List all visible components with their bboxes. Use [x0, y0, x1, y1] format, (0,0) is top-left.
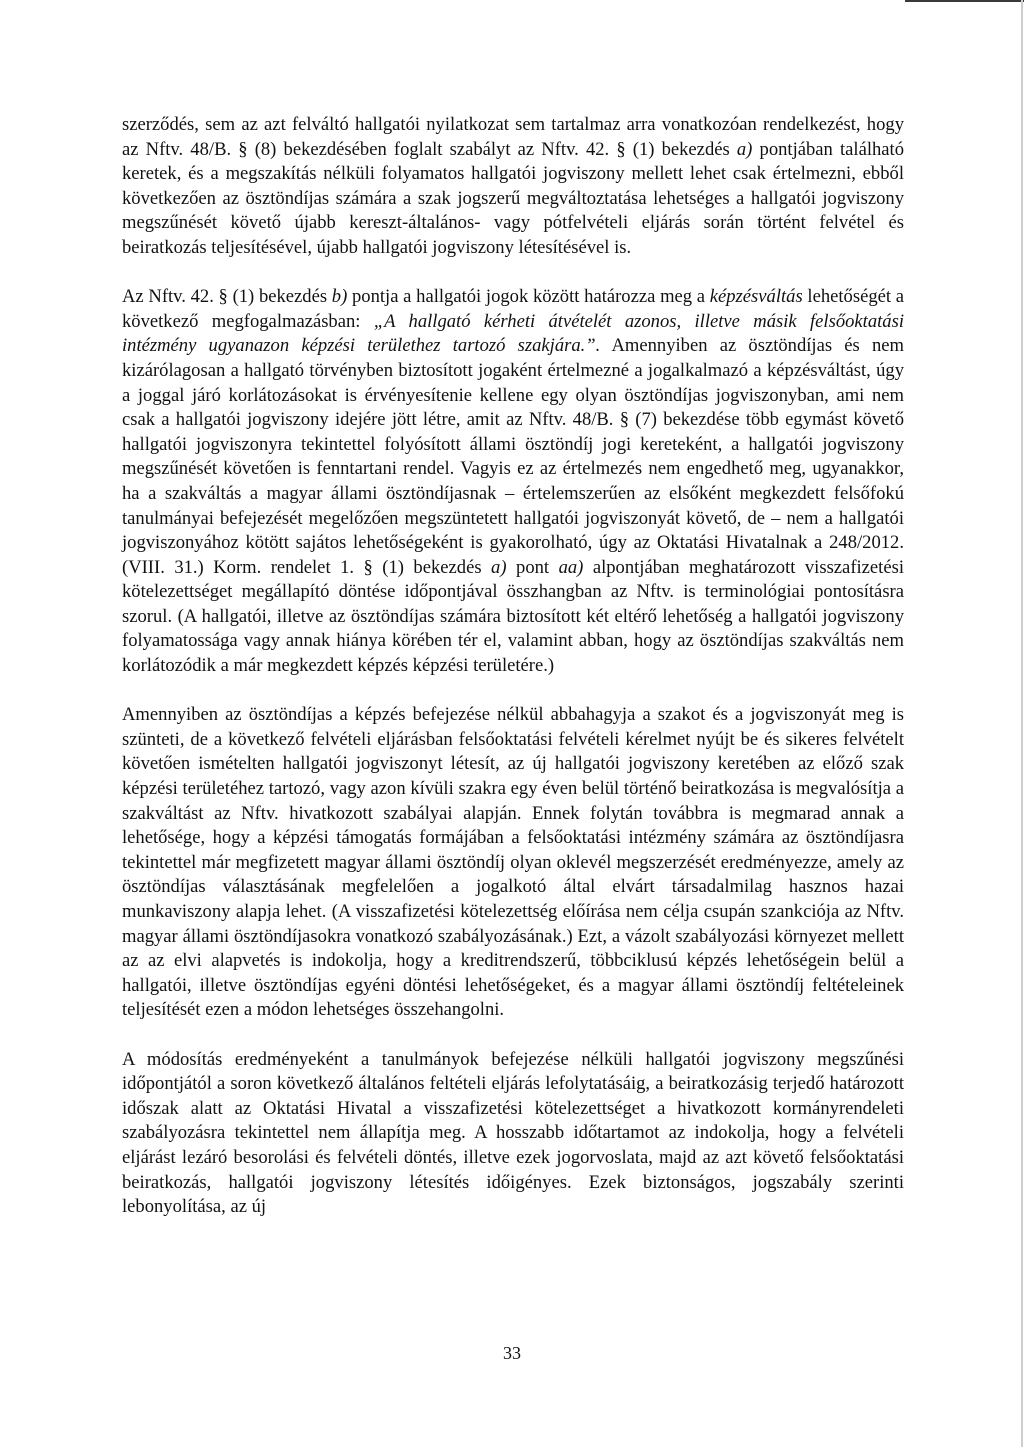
italic-text-run: a) — [491, 556, 507, 578]
scan-border-line — [1021, 0, 1023, 1447]
italic-text-run: aa) — [558, 556, 584, 578]
body-text — [122, 113, 904, 1244]
paragraph — [122, 113, 904, 261]
page-number: 33 — [503, 1343, 521, 1363]
text-run: A módosítás eredményeként a tanulmányok befejezése nélküli hallgatói jogviszony megszűnési időpontjától a soron következő általános feltételi eljárás lefolytatásáig, a beiratkozásig terjedő határozott időszak alatt az Oktatási Hivatal a visszafizetési kötelezettséget a hivatkozott kormányrendeleti szabályozásra tekintettel nem állapítja meg. A hosszabb időtartamot az indokolja, hogy a felvételi eljárást lezáró besorolási és felvételi döntés, illetve ezek jogorvoslata, majd az azt követő felsőoktatási beiratkozás, hallgatói jogviszony létesítés időigényes. Ezek biztonságos, jogszabály szerinti lebonyolítása, az új — [122, 1048, 904, 1218]
text-run: szerződés, sem az azt felváltó hallgatói nyilatkozat sem tartalmaz arra vonatkozóan rendelkezést, hogy az Nftv. 48/B. § (8) bekezdésében foglalt szabályt az Nftv. 42. § (1) bekezdés — [122, 114, 904, 160]
italic-text-run: képzésváltás — [709, 286, 803, 308]
text-run: lehetőségét a következő megfogalmazásban: — [122, 286, 905, 332]
text-run: pontja a hallgatói jogok között határozza meg a — [347, 286, 710, 308]
scan-edge-line — [905, 0, 1024, 2]
italic-text-run: „A hallgató kérheti átvételét azonos, illetve másik felsőoktatási intézmény ugyanazon képzési területhez tartozó szakjára.”. — [122, 310, 904, 357]
italic-text-run: b) — [331, 286, 348, 308]
paragraph — [122, 285, 904, 679]
paragraph — [122, 703, 904, 1023]
italic-text-run: a) — [736, 138, 753, 160]
text-run: Amennyiben az ösztöndíjas és nem kizárólagosan a hallgató törvényben biztosított jogaként értelmezné a jogalkalmazó a képzésváltást, úgy a joggal járó korlátozásokat is érvényesítenie kellene egy olyan ösztöndíjas jogviszonyban, ami nem csak a hallgatói jogviszony idejére jött létre, amit az Nftv. 48/B. § (7) bekezdése több egymást követő hallgatói jogviszonyra tekintettel folyósított állami ösztöndíj jogi kereteként, a hallgatói jogviszony megszűnését követően is fenntartani rendel. Vagyis ez az értelmezés nem engedhető meg, ugyanakkor, ha a szakváltás a magyar állami ösztöndíjasnak – értelemszerűen az elsőként megkezdett felsőfokú tanulmányai befejezését megelőzően megszüntetett hallgatói jogviszonyát követő, de – nem a hallgatói jogviszonyához kötött sajátos lehetőségeként is gyakorolható, úgy az Oktatási Hivatalnak a 248/2012. (VIII. 31.) Korm. rendelet 1. § (1) bekezdés — [122, 335, 904, 578]
paragraph — [122, 1048, 904, 1220]
text-run: pontjában található keretek, és a megszakítás nélküli folyamatos hallgatói jogviszony mellett lehet csak értelmezni, ebből következően az ösztöndíjas számára a szak jogszerű megváltoztatása lehetséges a hallgatói jogviszony megszűnését követő újabb kereszt-általános- vagy pótfelvételi eljárás során történt felvétel és beiratkozás teljesítésével, újabb hallgatói jogviszony létesítésével is. — [122, 138, 904, 258]
text-run: Amennyiben az ösztöndíjas a képzés befejezése nélkül abbahagyja a szakot és a jogviszonyát meg is szünteti, de a következő felvételi eljárásban felsőoktatási felvételi kérelmet nyújt be és sikeres felvételt követően ismételten hallgatói jogviszonyt létesít, az új hallgatói jogviszony keretében az előző szak képzési területéhez tartozó, vagy azon kívüli szakra egy éven belül történő beiratkozása is megvalósítja a szakváltást az Nftv. hivatkozott szabályai alapján. Ennek folytán továbbra is megmarad annak a lehetősége, hogy a képzési támogatás formájában a felsőoktatási intézmény számára az ösztöndíjasra tekintettel már megfizetett magyar állami ösztöndíj olyan oklevél megszerzését eredményezze, amely az ösztöndíjas választásának megfelelően a jogalkotó által elvárt társadalmilag hasznos hazai munkaviszony alapja lehet. (A visszafizetési kötelezettség előírása nem célja csupán szankciója az Nftv. magyar állami ösztöndíjasokra vonatkozó szabályozásának.) Ezt, a vázolt szabályozási környezet mellett az az elvi alapvetés is indokolja, hogy a kreditrendszerű, többciklusú képzés lehetőségein belül a hallgatói, illetve ösztöndíjas egyéni döntési lehetőségeket, és a magyar állami ösztöndíj feltételeinek teljesítését ezen a módon lehetséges összehangolni. — [122, 704, 904, 1021]
text-run: Az Nftv. 42. § (1) bekezdés — [122, 286, 332, 308]
text-run: alpontjában meghatározott visszafizetési kötelezettséget megállapító döntése időpontjával összhangban az Nftv. is terminológiai pontosításra szorul. (A hallgatói, illetve az ösztöndíjas számára biztosított két eltérő lehetőség a hallgatói jogviszony folyamatossága vagy annak hiánya körében tér el, valamint abban, hogy az ösztöndíjas szakváltás nem korlátozódik a már megkezdett képzés képzési területére.) — [122, 556, 904, 677]
text-run: pont — [506, 556, 559, 578]
